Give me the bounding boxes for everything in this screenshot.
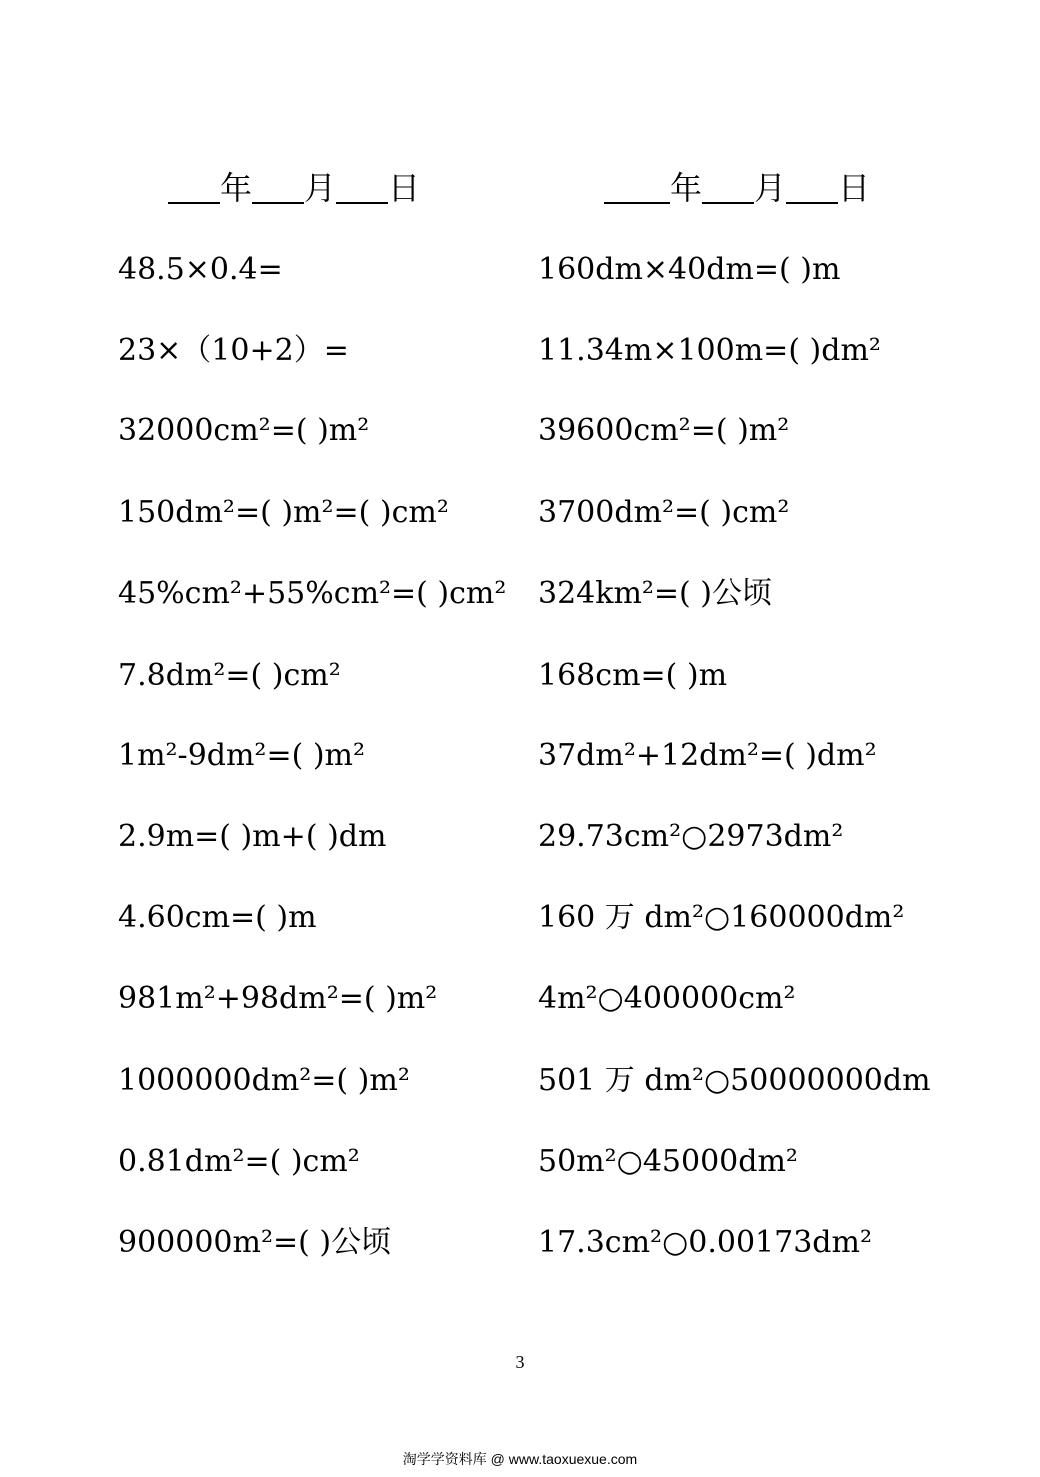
- left-problem-10: 981m²+98dm²=( )m²: [118, 981, 438, 1016]
- month-label: 月: [304, 169, 337, 207]
- right-problem-12: 50m²○45000dm²: [538, 1144, 798, 1179]
- footer-watermark: 淘学学资料库 @ www.taoxuexue.com: [402, 1451, 638, 1467]
- month-blank: [252, 172, 304, 204]
- month-label: 月: [754, 169, 787, 207]
- right-problem-5: 324km²=( )公顷: [538, 576, 772, 611]
- month-blank: [702, 172, 754, 204]
- right-problem-11: 501 万 dm²○50000000dm: [538, 1063, 931, 1098]
- date-header-left: [168, 168, 420, 208]
- right-problem-8: 29.73cm²○2973dm²: [538, 819, 844, 854]
- right-problem-9: 160 万 dm²○160000dm²: [538, 900, 905, 935]
- right-problem-10: 4m²○400000cm²: [538, 981, 796, 1016]
- left-problem-5: 45%cm²+55%cm²=( )cm²: [118, 576, 507, 611]
- left-problem-2: 23×（10+2）=: [118, 333, 349, 368]
- right-problem-2: 11.34m×100m=( )dm²: [538, 333, 881, 368]
- right-problem-13: 17.3cm²○0.00173dm²: [538, 1225, 872, 1260]
- page-number: 3: [515, 1352, 525, 1372]
- date-header-right: [604, 168, 870, 208]
- right-problem-1: 160dm×40dm=( )m: [538, 252, 841, 287]
- right-problem-7: 37dm²+12dm²=( )dm²: [538, 738, 877, 773]
- left-problem-1: 48.5×0.4=: [118, 252, 283, 287]
- left-problem-11: 1000000dm²=( )m²: [118, 1063, 410, 1098]
- day-blank: [786, 172, 838, 204]
- year-blank: [604, 172, 670, 204]
- right-problem-3: 39600cm²=( )m²: [538, 413, 790, 448]
- day-blank: [336, 172, 388, 204]
- right-problem-4: 3700dm²=( )cm²: [538, 495, 790, 530]
- left-problem-6: 7.8dm²=( )cm²: [118, 658, 341, 693]
- day-label: 日: [838, 169, 871, 207]
- right-problem-6: 168cm=( )m: [538, 658, 728, 693]
- left-problem-13: 900000m²=( )公顷: [118, 1225, 392, 1260]
- left-problem-12: 0.81dm²=( )cm²: [118, 1144, 360, 1179]
- left-problem-9: 4.60cm=( )m: [118, 900, 317, 935]
- left-problem-4: 150dm²=( )m²=( )cm²: [118, 495, 449, 530]
- year-label: 年: [220, 169, 253, 207]
- left-problem-8: 2.9m=( )m+( )dm: [118, 819, 387, 854]
- left-problem-7: 1m²-9dm²=( )m²: [118, 738, 366, 773]
- year-label: 年: [670, 169, 703, 207]
- left-problem-3: 32000cm²=( )m²: [118, 413, 370, 448]
- year-blank: [168, 172, 220, 204]
- day-label: 日: [388, 169, 421, 207]
